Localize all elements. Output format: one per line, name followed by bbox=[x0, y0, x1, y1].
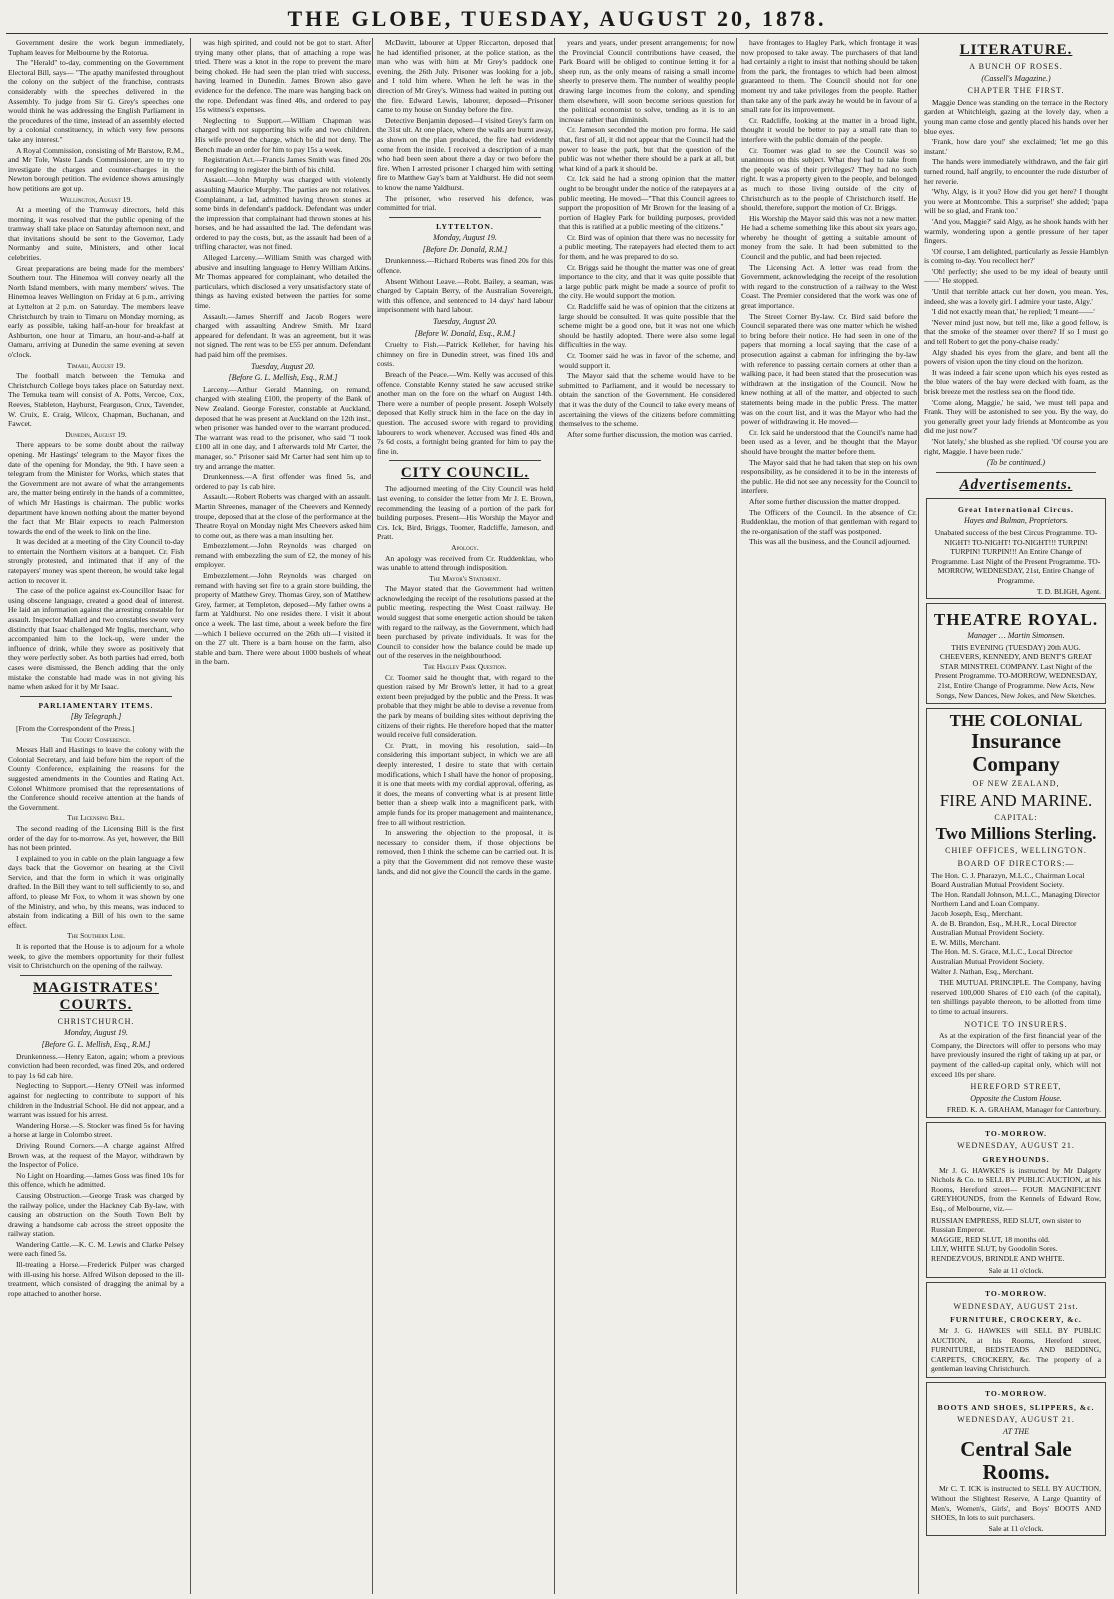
c1-subhead: The Licensing Bill. bbox=[67, 813, 125, 823]
c1-para: I explained to you in cable on the plain language a few days back that the Governor on hearing at the Civil Service, and that the form in which it was originally drafted. In the Bill they want to tell sufficiently to so, and afford, to please Mr Fox, to whom it was shown by one of the Ministry, and who, by this means, was induced to abstain from indicating a Bill of his own to the same effect. bbox=[8, 853, 184, 930]
parliamentary-items-heading: PARLIAMENTARY ITEMS. bbox=[38, 700, 154, 710]
c1-para: Wandering Cattle.—K. C. M. Lewis and Clarke Pelsey were each fined 5s. bbox=[8, 1239, 184, 1259]
circus-body: Unabated success of the best Circus Programme. TO-NIGHT! TO-NIGHT! TO-NIGHT!!! TURPIN! TURPIN! TURPIN!!! An Entire Change of Programme. Last Night of the Present Programme. TO-MORROW, WEDNESDAY, 21st, Entire Change of Programme. bbox=[931, 527, 1101, 585]
c6-para: 'Never mind just now, but tell me, like a good fellow, is that the smoke of the steamer over there? If so I must go and tell Robert to get the pony-chaise ready.' bbox=[924, 317, 1108, 347]
colonial-office: CHIEF OFFICES, WELLINGTON. bbox=[945, 846, 1087, 856]
colonial-capital-amount: Two Millions Sterling. bbox=[935, 824, 1097, 844]
c5-para: have frontages to Hagley Park, which frontage it was now proposed to take away. The purchasers of that land had certainly a right to insist that nothing should be taken from the park, the frontages to which had been almost guaranteed to them. The Council should not for one moment try and take privileges from the people. Rather than take any of the park away he would be in favour of a small rate for its improvement. bbox=[741, 38, 917, 115]
c3-para: The adjourned meeting of the City Council was held last evening, to consider the letter from Mr J. E. Brown, recommending the leasing of a portion of the park for building purposes. Present—His Worship the Mayor and Crs. Ick, Bird, Briggs, Toomer, Radcliffe, Jameson, and Pratt. bbox=[377, 484, 553, 542]
c6-para: 'I did not exactly mean that,' he replied; 'I meant——' bbox=[932, 307, 1095, 317]
c4-para: The Mayor said that the scheme would have to be submitted to Parliament, and it would be necessary to obtain the sanction of the Government. He considered that it was the duty of the Council to take every means of ascertaining the views of the citizens before committing themselves to the scheme. bbox=[559, 371, 735, 429]
lyttelton-bench-2: [Before W. Donald, Esq., R.M.] bbox=[414, 328, 516, 338]
theatre-title: THEATRE ROYAL. bbox=[933, 610, 1099, 630]
theatre-body: THIS EVENING (TUESDAY) 20th AUG. CHEEVERS, KENNEDY, AND BENT'S GREAT STAR MINSTREL COMPANY. Last Night of the Present Programme. TO-MORROW, WEDNESDAY, 21st, Entire Change of Programme. New Acts, New Songs, New Dances, New Jokes, and New Sketches. bbox=[934, 642, 1098, 700]
c6-para: 'Come along, Maggie,' he said, 'we must tell papa and Frank. They will be astonished to see you. By the way, do you generally greet your lady friends at Montcombe as you did me just now?' bbox=[924, 397, 1108, 436]
auction1-head: TO-MORROW. bbox=[984, 1128, 1048, 1138]
c6-para: Algy shaded his eyes from the glare, and bent all the powers of vision upon the tiny cloud on the horizon. bbox=[924, 347, 1108, 367]
c1-subhead: The Southern Line. bbox=[66, 931, 126, 941]
circus-agent: T. D. BLIGH, Agent. bbox=[1036, 586, 1101, 596]
c3-para: Cr. Toomer said he thought that, with regard to the question raised by Mr Brown's letter, it had to a great extent been prejudged by the public and the Press. It was probable that they might be able to devise a revenue from the park by means of building sites without depriving the citizens of their rights. He therefore hoped that the matter would receive full consideration. bbox=[377, 672, 553, 740]
furniture-advert bbox=[926, 1282, 1106, 1378]
lyttelton-bench: [Before Dr. Donald, R.M.] bbox=[422, 244, 508, 254]
c4-para: Cr. Bird was of opinion that there was no necessity for a public meeting. The ratepayers had elected them to act for them, and he was prepared to do so. bbox=[559, 232, 735, 262]
auction1-title: GREYHOUNDS. bbox=[982, 1155, 1050, 1165]
circus-title: Great International Circus. bbox=[958, 504, 1074, 514]
auction3-body: Mr C. T. ICK is instructed to SELL BY AUCTION, Without the Slightest Reserve, A Large Quantity of Men's, Women's, Girls', and Boys' BOOTS AND SHOES, In lots to suit purchasers. bbox=[931, 1484, 1101, 1523]
c1-para: The "Herald" to-day, commenting on the Government Electoral Bill, says— "The apathy manifested throughout the colony on the subject of the franchise, contrasts considerably with the speeches delivered in the Assembly. To judge from Sir G. Grey's speeches one would think he was addressing the English Parliament in the procedures of the time, instead of an assembly elected by a colonial constituency, in which very few persons take any interest." bbox=[8, 58, 184, 144]
column-6 bbox=[918, 38, 1108, 1594]
c1-para: The football match between the Temuka and Christchurch College boys takes place on Saturday next. The Temuka team will consist of A. Potts, Vercoe, Cox, Reeves, Stableton, Hayhurst, Fearguson, Crux, Tavender, W. Cruix, E. Craig, Wilcox, Chapman, Buchanan, and Fawcet. bbox=[8, 371, 184, 429]
c5-para: The Street Corner By-law. Cr. Bird said before the Council separated there was one matter which he wished to bring before their notice. He had seen in one of the papers that morning a local saying that the case of a prosecution against a cabman for infringing the by-law with reference to passing certain corners at other than a walking pace, it had been stated that the prosecution was withdrawn at the instigation of the Council. Now he knew nothing at all of the matter, and objected to such statements being made in the public Press. The matter was on the court list, and it was the Mayor who had the power of withdrawing it. He moved— bbox=[741, 311, 917, 427]
circus-advert bbox=[926, 498, 1106, 599]
c5-para: His Worship the Mayor said this was not a new matter. He had a scheme something like this about six years ago, whereby he thought of getting a suitable amount of money from the sale. It had been submitted to the Council and the public, and had been rejected. bbox=[741, 213, 917, 262]
notice-heading: NOTICE TO INSURERS. bbox=[964, 1019, 1068, 1029]
c6-para: 'Why, Algy, is it you? How did you get here? I thought you were at Montcombe. This a surprise!' she added; 'papa will be so glad, and Frank too.' bbox=[924, 187, 1108, 216]
auction3-head: TO-MORROW. bbox=[984, 1388, 1048, 1398]
c2-para: Drunkenness.—A first offender was fined 5s, and ordered to pay 1s cab hire. bbox=[195, 472, 371, 491]
c6-para: 'Until that terrible attack cut her down, you mean. Yes, indeed, she was a lovely girl. I admire your taste, Algy.' bbox=[924, 287, 1108, 306]
advertisements-heading: Advertisements. bbox=[959, 476, 1073, 493]
auction2-title: FURNITURE, CROCKERY, &c. bbox=[950, 1315, 1082, 1325]
c1-para: No Light on Hoarding.—James Goss was fined 10s for this offence, which he admitted. bbox=[8, 1170, 184, 1190]
c1-subhead: The Court Conference. bbox=[61, 734, 131, 744]
colonial-sub: OF NEW ZEALAND, bbox=[972, 779, 1060, 789]
auction2-head: TO-MORROW. bbox=[984, 1289, 1048, 1299]
colonial-board: BOARD OF DIRECTORS:— bbox=[957, 859, 1075, 869]
c1-para: The second reading of the Licensing Bill is the first order of the day for to-morrow. As yet, however, the Bill has not been printed. bbox=[8, 823, 184, 853]
notice-body: As at the expiration of the first financial year of the Company, the Directors will offer to persons who may have previously insured the right of taking up at par, or payment of the called-up capital only, which will not exceed 10s per share. bbox=[931, 1031, 1101, 1079]
hereford-sub: Opposite the Custom House. bbox=[970, 1093, 1062, 1103]
c1-para: A Royal Commission, consisting of Mr Barstow, R.M., and Mr Tole, Waste Lands Commissioner, are to try to investigate the charges and counter-charges in the Newton borough petition. The evidence shows amusingly how petitions are got up. bbox=[8, 145, 184, 193]
hereford-sign: FRED. K. A. GRAHAM, Manager for Canterbury. bbox=[946, 1105, 1101, 1115]
c5-para: Cr. Radcliffe, looking at the matter in a broad light, thought it would be better to pay a small rate than to interfere with the public domain of the people. bbox=[741, 115, 917, 144]
c1-para: Neglecting to Support.—Henry O'Neil was informed against for neglecting to contribute to support of his children in the Industrial School. He did not appear, and a warrant was issued for his arrest. bbox=[8, 1081, 184, 1120]
c1-para: Wandering Horse.—S. Stocker was fined 5s for having a horse at large in Colombo street. bbox=[8, 1120, 184, 1140]
c1-para: Government desire the work begun immediately, Tupham leaves for Melbourne by the Rotorua. bbox=[8, 38, 184, 57]
c3-para: McDavitt, labourer at Upper Riccarton, deposed that he had identified prisoner, at the police station, as the man who was with him at Mr Grey's paddock one evening, the 26th July. Prisoner was looking for a job, and I told him where. When he left he was in the direction of Mr Grey's. Witness had waited in putting out the fire. Edward Lewis, labourer, deposed—Prisoner came to my house on Sunday before the fire. bbox=[377, 38, 553, 115]
c2-date: Tuesday, August 20. bbox=[251, 361, 315, 371]
theatre-advert bbox=[926, 603, 1106, 704]
theatre-manager: Manager … Martin Simonsen. bbox=[967, 631, 1065, 641]
c1-divider bbox=[20, 975, 172, 976]
c2-para: Assault.—Robert Roberts was charged with an assault. Martin Shreenes, manager of the Cheevers and Kennedy troupe, deposed that at the close of the performance at the Theatre Royal on Monday night Mrs Cheevers asked him to come out, as there was a man insulting her. bbox=[195, 492, 371, 540]
director-item: E. W. Mills, Merchant. bbox=[931, 937, 1001, 947]
c2-para: Assault.—James Sherriff and Jacob Rogers were charged with assaulting Andrew Smith. Mr Izard appeared for defendant. It was an agreement, but it was not signed. The rent was to be £55 per annum. Defendant had paid him off the premises. bbox=[195, 311, 371, 359]
auction1-body: Mr J. G. HAWKE'S is instructed by Mr Dalgety Nichols & Co. to SELL BY PUBLIC AUCTION, at his Rooms, Hereford street— FOUR MAGNIFICENT GREYHOUNDS, from the Kennels of Edward Row, Esq., of Melbourne, viz.— bbox=[931, 1165, 1101, 1214]
c3-divider bbox=[389, 460, 541, 461]
literature-heading: LITERATURE. bbox=[959, 42, 1073, 58]
c5-para: The Officers of the Council. In the absence of Cr. Ruddenklau, the motion of that gentleman with regard to the re-organisation of the staff was postponed. bbox=[741, 507, 917, 536]
auction3-sign: Sale at 11 o'clock. bbox=[988, 1523, 1044, 1533]
colonial-fire-marine: FIRE AND MARINE. bbox=[939, 790, 1093, 810]
greyhound-item: RENDEZVOUS, BRINDLE AND WHITE. bbox=[931, 1254, 1065, 1263]
greyhounds-advert bbox=[926, 1122, 1106, 1278]
c2-para: Alleged Larceny.—William Smith was charged with abusive and insulting language to Henry William Atkins. Mr Thomas appeared for complainant, who detailed the particulars, which disclosed a very unsatisfactory state of things as having existed between the parties for some time. bbox=[195, 253, 371, 311]
c2-para: Registration Act.—Francis James Smith was fined 20s for neglecting to register the birth of his child. bbox=[195, 155, 371, 174]
c3-para: Cr. Pratt, in moving his resolution, said—In considering this important subject, in which we are all deeply interested, I desire to state that with certain modifications, which I shall have the honor of proposing, it is one that meets with my cordial approval, offering, as it does, the means of converting what is at present little better than a sheep walk into a magnificent park, with ample funds for its proper management and maintenance, free to all without restriction. bbox=[377, 740, 553, 827]
c1-para: At a meeting of the Tramway directors, held this morning, it was resolved that the public opening of the tramway shall take place on Saturday afternoon next, and that invitations should be sent to the Governor, Lady Normanby and suite, Ministers, and other local celebrities. bbox=[8, 205, 184, 263]
director-item: The Hon. C. J. Pharazyn, M.L.C., Chairman Local Board Australian Mutual Provident Society. bbox=[931, 870, 1085, 890]
story-source: (Cassell's Magazine.) bbox=[981, 73, 1051, 83]
masthead-rule bbox=[6, 33, 1108, 34]
director-list bbox=[931, 871, 1101, 977]
c1-para: [From the Correspondent of the Press.] bbox=[16, 723, 135, 733]
greyhound-item: RUSSIAN EMPRESS, RED SLUT, own sister to Russian Emperor. bbox=[931, 1215, 1082, 1235]
c4-para: Cr. Jameson seconded the motion pro forma. He said that, first of all, it did not appear that the Council had the power to lease the park, but that the question of the public was not whether there should be a park at all, but what kind of a park it should be. bbox=[559, 125, 735, 173]
director-item: A. de B. Brandon, Esq., M.H.R., Local Director Australian Mutual Provident Society. bbox=[931, 918, 1077, 938]
c2-para: Embezzlement.—John Reynolds was charged on remand with having set fire to a grain store building, the property of Matthew Grey. Thomas Grey, son of Matthew Grey, farmer, at Templeton, deposed—My father owns a farm at Yaldhurst. No one resides there. I visit it about once a week. The last time, about a week before the fire—which I believe occurred on the 26th ult—I visited it on the 27 ult. There is a barn house on the farm, also stable and barn. There were about 1000 bushels of wheat in the barn. bbox=[195, 571, 371, 667]
hereford-address: HEREFORD STREET, bbox=[970, 1082, 1062, 1092]
column-2 bbox=[190, 38, 375, 1594]
greyhound-item: LILY, WHITE SLUT, by Goodolin Sores. bbox=[931, 1244, 1058, 1254]
auction2-body: Mr J. G. HAWKES will SELL BY PUBLIC AUCTION, at his Rooms, Hereford street, FURNITURE, BEDSTEADS AND BEDDING, CARPETS, CROCKERY, &c. The property of a gentleman leaving Christchurch. bbox=[931, 1325, 1101, 1374]
c1-para: Drunkenness.—Henry Eaton, again; whom a previous conviction had been recorded, was fined 20s, and ordered to pay 1s 6d cab hire. bbox=[8, 1051, 184, 1080]
city-council-heading: CITY COUNCIL. bbox=[400, 465, 530, 482]
colonial-insurance-advert bbox=[926, 708, 1106, 1118]
c4-para: Cr. Ick said he had a strong opinion that the matter ought to be brought under the notice of the ratepayers at a public meeting. He moved—"That this Council agrees to support the proposition of Mr Brown for the leasing of a portion of Hagley Park for building purposes, provided that this is ratified at a public meeting of the citizens." bbox=[559, 174, 735, 232]
lyttelton-date-2: Tuesday, August 20. bbox=[433, 317, 497, 327]
auction1-sign: Sale at 11 o'clock. bbox=[988, 1265, 1044, 1275]
c2-para: Assault.—John Murphy was charged with violently assaulting Maurice Murphy. The parties are not relatives. Complainant, a lad, admitted having thrown stones at some birds in defendant's paddock. Defendant was under the impression that complainant had thrown stones at his horses, and he had assaulted the lad. The defendant was ordered to pay the costs, but, as the assault had been of a trifling character, was not fined. bbox=[195, 175, 371, 252]
director-item: The Hon. Randall Johnson, M.L.C., Managing Director Northern Land and Loan Company. bbox=[931, 889, 1100, 909]
c6-para: 'Frank, how dare you!' she exclaimed; 'let me go this instant.' bbox=[924, 137, 1108, 156]
c2-para: Embezzlement.—John Reynolds was charged on remand with embezzling the sum of £2, the money of his employer. bbox=[195, 541, 371, 570]
c6-para: The hands were immediately withdrawn, and the fair girl turned round, half angrily, to encounter the rude disturber of her reverie. bbox=[924, 157, 1108, 186]
c6-para: 'Not lately,' she blushed as she replied. 'Of course you are right, Maggie. I have been rude.' bbox=[924, 436, 1108, 456]
c4-para: Cr. Toomer said he was in favor of the scheme, and would support it. bbox=[559, 351, 735, 370]
greyhound-list bbox=[931, 1216, 1101, 1264]
c3-para: The prisoner, who reserved his defence, was committed for trial. bbox=[377, 193, 553, 213]
magistrates-courts-heading: MAGISTRATES' COURTS. bbox=[33, 979, 159, 1013]
c1-para: The case of the police against ex-Councillor Isaac for using obscene language, created a good deal of interest. He laid an information against the arresting constable for assault. Inspector Mallard and two constables swore very distinctly that Isaac challenged Mr Inglis, merchant, who accompanied him to the lock-up, were under the influence of drink, while they swore as positively that they were perfectly sober. As both parties had erred, both cases were dismissed, the Bench adding that the only mistake the constable had made was in not giving his name when asked for it by Mr Isaac. bbox=[8, 586, 184, 692]
story-title: A BUNCH OF ROSES. bbox=[969, 62, 1063, 71]
c2-para: Larceny.—Arthur Gerald Manning, on remand, charged with stealing £100, the property of the Bank of New Zealand. George Forester, constable at Auckland, deposed that he was present at Auckland on the 12th inst., when prisoner was handed over to the warrant produced. The warrant was read to the prisoner, who said "I took £100 all in one day, and I afterwards told Mr Carter, the manager, so." Prisoner said Mr Carter had sent him up to try and arrange the matter. bbox=[195, 384, 371, 471]
c5-para: Cr. Toomer was glad to see the Council was so unanimous on this subject. What they had to take from the people was of their privileges? They had no such right. It was a property given to the people, and belonged as much to those living outside of the city of Christchurch as to the people of Christchurch itself. He should, therefore, support the motion of Cr. Briggs. bbox=[741, 145, 917, 213]
c3-para: Cruelty to Fish.—Patrick Kelleher, for having his chimney on fire in Dunedin street, was fined 10s and costs. bbox=[377, 340, 553, 369]
c3-subhead: The Mayor's Statement. bbox=[429, 573, 501, 583]
c2-para: was high spirited, and could not be got to start. After trying many other plans, that of attaching a rope was tried. There was a knot in the rope to prevent the mare being choked. He had seen the plan tried with success, having learned in Dunedin. James Brown also gave evidence for the defence. The mare was hanging back on the rope. Defendant was fined 40s, and ordered to pay 15s witness's expenses. bbox=[195, 38, 371, 115]
c5-para: The Licensing Act. A letter was read from the Government, acknowledging the receipt of the resolution with regard to the construction of a railway to the West Coast. The Premier considered that the work was one of great importance. bbox=[741, 262, 917, 311]
boots-advert bbox=[926, 1382, 1106, 1536]
auction2-date: WEDNESDAY, AUGUST 21st. bbox=[953, 1301, 1079, 1311]
director-item: Jacob Joseph, Esq., Merchant. bbox=[931, 909, 1023, 918]
c3-para: Breach of the Peace.—Wm. Kelly was accused of this offence. Constable Kenny stated he saw accused strike another man on the fore on the wharf on August 14th. There were a number of people present. Joseph Wolsely deposed that Kelly struck him in the face on the day in question. The accused swore with regard to providing labourers to work whenever. Accused was fined 40s and 7s 6d costs, a fortnight being granted for him to pay the fine in. bbox=[377, 370, 553, 456]
c3-divider bbox=[389, 217, 541, 218]
auction3-title: BOOTS AND SHOES, SLIPPERS, &c. bbox=[937, 1402, 1095, 1412]
colonial-body: THE MUTUAL PRINCIPLE. The Company, having reserved 100,000 Shares of £10 each (of the capital), ten shillings payable thereon, to be allotted from time to time to actual insurers. bbox=[931, 978, 1101, 1016]
c2-bench: [Before G. L. Mellish, Esq., R.M.] bbox=[228, 373, 338, 383]
c5-para: Cr. Ick said he understood that the Council's name had been used as a lever, and he thought that the Mayor should have brought the matter before them. bbox=[741, 427, 917, 456]
circus-proprietors: Hayes and Bulman, Proprietors. bbox=[964, 516, 1068, 526]
c1-dateline: Dunedin, August 19. bbox=[65, 429, 127, 439]
c6-para: 'And you, Maggie?' said Algy, as he shook hands with her warmly, wondering upon a gentle pressure of her taper fingers. bbox=[924, 216, 1108, 246]
christchurch-subhead: CHRISTCHURCH. bbox=[57, 1016, 135, 1026]
c3-subhead: The Hagley Park Question. bbox=[423, 662, 507, 672]
c1-dateline: Wellington, August 19. bbox=[59, 194, 133, 204]
c4-para: After some further discussion, the motion was carried. bbox=[567, 429, 733, 439]
c6-para: Maggie Dence was standing on the terrace in the Rectory garden at Whitchleigh, gazing at the lovely day, when a young man came close and gently placed his hands over her blue eyes. bbox=[924, 97, 1108, 136]
masthead: THE GLOBE, TUESDAY, AUGUST 20, 1878. bbox=[287, 6, 827, 31]
c5-para: The Mayor said that he had taken that step on his own responsibility, as he considered it to be in the interests of the public. He did not see any necessity for the Council to interfere. bbox=[741, 457, 917, 496]
c4-para: years and years, under present arrangements; for now the Provincial Council contributions have ceased, the Park Board will be obliged to continue letting it for a sheep run, as the only means of raising a small income sheerly to preserve them. The number of wealthy people drawing large incomes from the colony, and spending them elsewhere, will soon become serious question for the political economist to solve, tending as it is to an increase rather than diminish. bbox=[559, 38, 735, 124]
colonial-capital-label: CAPITAL: bbox=[994, 812, 1038, 822]
director-item: The Hon. M. S. Grace, M.L.C., Local Director Australian Mutual Provident Society. bbox=[931, 947, 1073, 966]
c4-para: Cr. Radcliffe said he was of opinion that the citizens at large should be consulted. It was quite possible that the scheme might be a good one, but it was not one which should be hastily adopted. There were also some legal difficulties in the way. bbox=[559, 302, 735, 350]
colonial-title-2: Insurance Company bbox=[971, 729, 1061, 777]
greyhound-item: MAGGIE, RED SLUT, 18 months old. bbox=[931, 1234, 1050, 1244]
auction3-rooms: Central Sale Rooms. bbox=[960, 1437, 1072, 1485]
column-4 bbox=[554, 38, 739, 1594]
c1-para: Driving Round Corners.—A charge against Alfred Brown was, at the request of the Mayor, withdrawn by the Inspector of Police. bbox=[8, 1140, 184, 1170]
c1-para: Causing Obstruction.—George Trask was charged by the railway police, under the Hackney Cab By-law, with causing an obstruction on the South Town Belt by drawing a handsome cab across the street opposite the railway station. bbox=[8, 1190, 184, 1239]
c3-subhead: Apology. bbox=[451, 542, 479, 552]
c3-para: An apology was received from Cr. Ruddenklau, who was unable to attend through indisposition. bbox=[377, 553, 553, 573]
c3-para: Detective Benjamin deposed—I visited Grey's farm on the 31st ult. At one place, where the walls are burnt away, as shown on the plan produced, the fire had evidently come from the inside. I received a description of a man who had been seen about there a day or two before the fire. When I arrested prisoner I charged him with setting fire to Matthew Gay's barn at Yaldhurst. He did not seem to know the name Yaldhurst. bbox=[377, 115, 553, 192]
c1-dateline: Timaru, August 19. bbox=[66, 360, 126, 370]
c5-para: After some further discussion the matter dropped. bbox=[749, 496, 901, 506]
c1-divider bbox=[20, 696, 172, 697]
colonial-title: THE COLONIAL bbox=[949, 711, 1083, 731]
c6-para: It was indeed a fair scene upon which his eyes rested as the blue waters of the bay were decked with foam, as the brisk breeze met the restless sea on the flood tide. bbox=[924, 367, 1108, 396]
c1-para: It was decided at a meeting of the City Council to-day to entertain the Northern visitors at a banquet. Cr. Fish strongly protested, and intimated that if any of the ratepayers' money was spent thereon, he would take legal action to recover it. bbox=[8, 537, 184, 585]
c3-para: In answering the objection to the proposal, it is necessary to consider them, if those objections be removed, then I think the scheme can be carried out. It is a pity that the Government did not remove these waste lands, and did not give the Council the cards in the game. bbox=[377, 828, 553, 876]
story-chapter: CHAPTER THE FIRST. bbox=[967, 86, 1065, 96]
lyttelton-heading: LYTTELTON. bbox=[436, 221, 494, 231]
c3-para: Absent Without Leave.—Robt. Bailey, a seaman, was charged by Captain Berry, of the Australian Sovereign, with this offence, and sentenced to 14 days' hard labour imprisonment with hard labour. bbox=[377, 276, 553, 315]
c4-para: Cr. Briggs said he thought the matter was one of great importance to the city, and that it was quite possible that a large public park might be made a source of profit to the city. He would support the motion. bbox=[559, 262, 735, 301]
newspaper-columns bbox=[8, 38, 1108, 1594]
auction3-at: AT THE bbox=[1002, 1426, 1029, 1436]
column-5 bbox=[736, 38, 921, 1594]
c1-para: There appears to be some doubt about the railway opening. Mr Hastings' telegram to the Mayor fixes the date of the opening for Monday, the 9th. I have seen a telegram from the Minister for Works, which states that the Government are not aware of what the arrangements are, the matter being entirely in the hands of a committee, of which Mr Hastings is chairman. The public works department have known nothing about the matter beyond the fact that Mr Blair expects to reach Palmerston towards the end of the week to link on the line. bbox=[8, 440, 184, 536]
c1-para: Messrs Hall and Hastings to leave the colony with the Colonial Secretary, and laid before him the report of the County Conference, explaining the reasons for the suggested amendments in the Counties and Rating Act. Colonel Whitmore promised that the representations of the Conference should receive attention at the hands of the Government. bbox=[8, 745, 184, 812]
c1-para: Great preparations are being made for the members' Southern tour. The Hinemoa will convey nearly all the North Island members, with many members' wives. The Hinemoa leaves Wellington on Friday at 6 p.m., arriving at Lyttelton at 2 p.m. on Saturday. The members leave Christchurch by train to Timaru on Monday morning, as early as possible, taking half-an-hour for breakfast at Ashburton, one hour at Timaru, an hour-and-a-half at Oamaru, arriving at Dunedin the same evening at seven o'clock. bbox=[8, 263, 184, 359]
to-be-continued: (To be continued.) bbox=[986, 458, 1046, 468]
director-item: Walter J. Nathan, Esq., Merchant. bbox=[931, 966, 1034, 976]
c3-para: The Mayor stated that the Government had written acknowledging the receipt of the resolutions passed at the public meeting, respecting the West Coast railway. He would suggest that some energetic action should be taken with regard to the railway, as the Government, which had been purchased by private individuals. It was for the Council to consider how the balance could be made up out of the reserves in the neighbourhood. bbox=[377, 584, 553, 661]
c6-para: 'Oh! perfectly; she used to be my ideal of beauty until——' He stopped. bbox=[924, 266, 1108, 286]
c1-para: It is reported that the House is to adjourn for a whole week, to give the members opportunity for their fullest visit to Christchurch on the opening of the railway. bbox=[8, 942, 184, 971]
c6-para: 'Of course, I am delighted, particularly as Jessie Hamblyn is coming to-day. You recollect her?' bbox=[924, 246, 1108, 266]
column-1 bbox=[8, 38, 188, 1594]
lyttelton-date: Monday, August 19. bbox=[433, 233, 497, 243]
c2-para: Neglecting to Support.—William Chapman was charged with not supporting his wife and two children. His wife proved the charge, which he did not deny. The Bench made an order for him to pay 15s a week. bbox=[195, 115, 371, 154]
column-3 bbox=[372, 38, 557, 1594]
c3-para: Drunkenness.—Richard Roberts was fined 20s for this offence. bbox=[377, 256, 553, 276]
c1-para: Ill-treating a Horse.—Frederick Pulper was charged with ill-using his horse. Alfred Wilson deposed to the ill-treatment, which consisted of dragging the animal by a rope attached to another horse. bbox=[8, 1260, 184, 1298]
mag-bench: [Before G. L. Mellish, Esq., R.M.] bbox=[41, 1040, 151, 1049]
c6-divider bbox=[936, 472, 1096, 473]
auction1-date: WEDNESDAY, AUGUST 21. bbox=[957, 1141, 1075, 1151]
mag-date: Monday, August 19. bbox=[64, 1028, 128, 1038]
c5-para: This was all the business, and the Council adjourned. bbox=[749, 537, 911, 547]
auction3-date: WEDNESDAY, AUGUST 21. bbox=[957, 1415, 1075, 1425]
parliamentary-subhead: [By Telegraph.] bbox=[70, 712, 122, 722]
